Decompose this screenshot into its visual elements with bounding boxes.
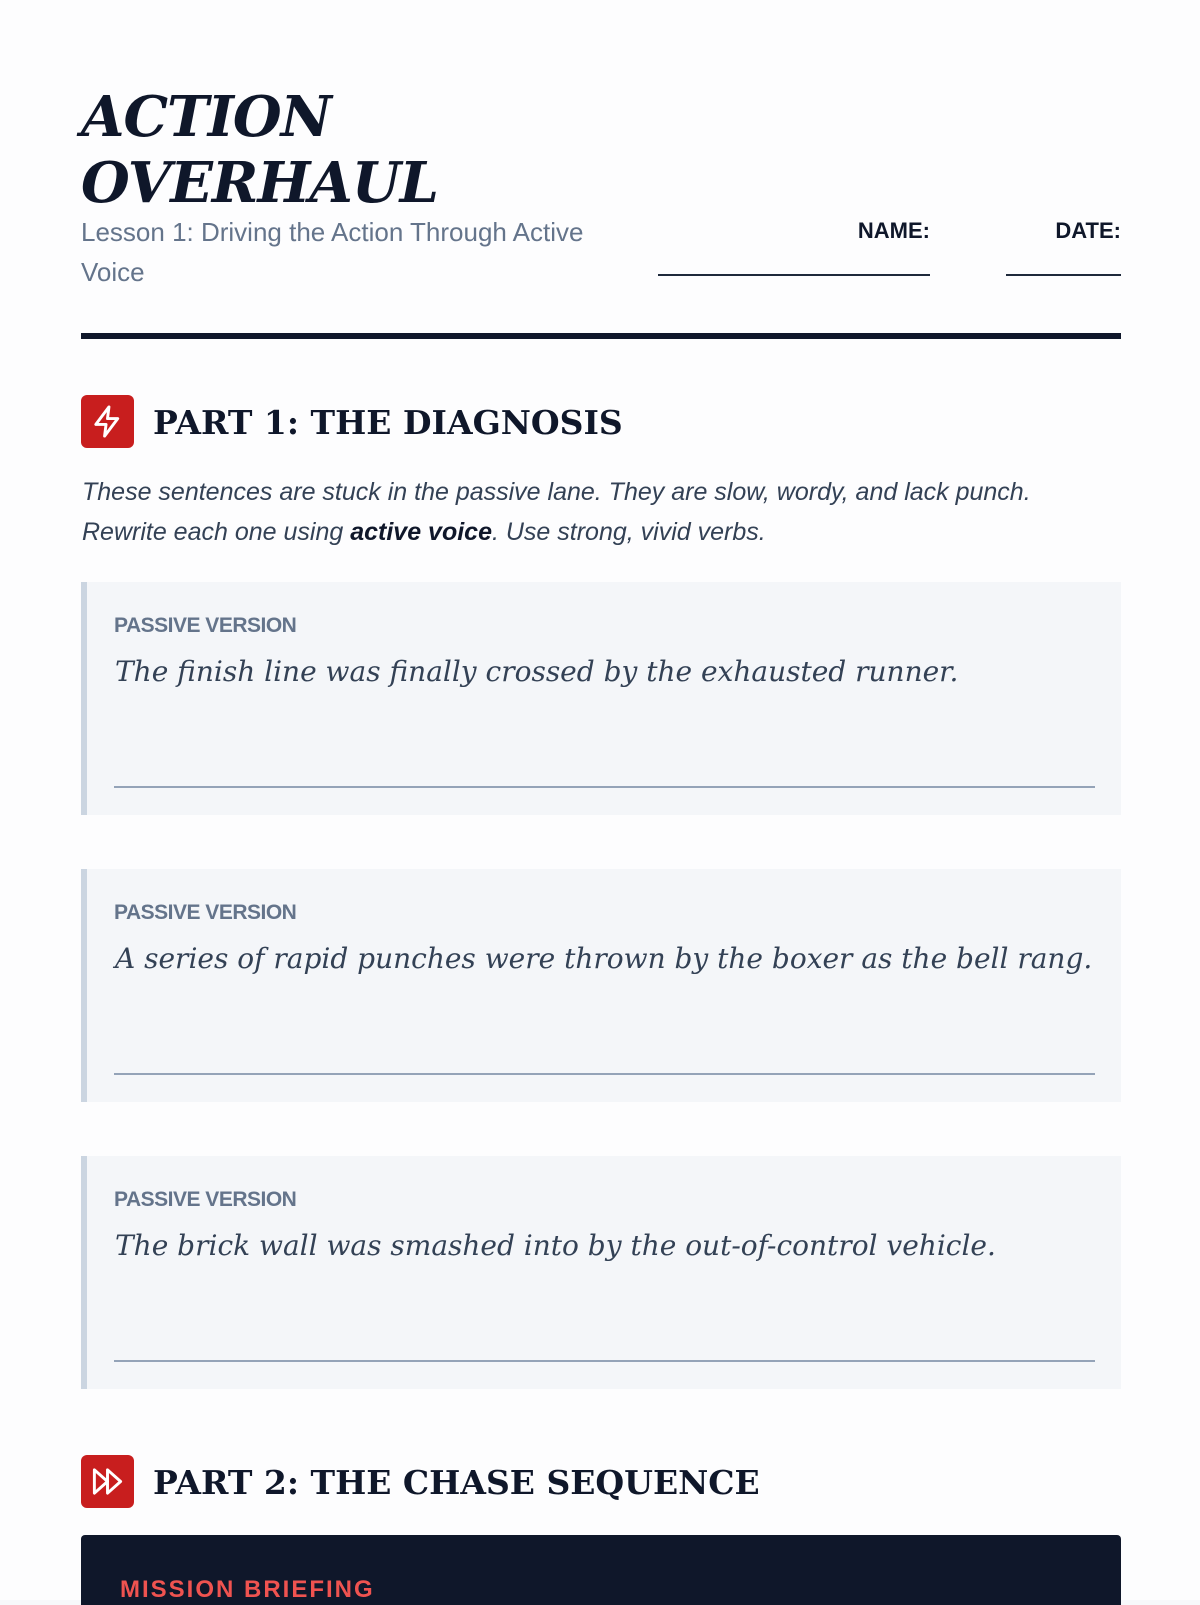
answer-write-line[interactable] [114,1360,1095,1362]
lightning-bolt-icon [81,395,134,448]
part1-instructions [82,472,1122,552]
date-label: DATE: [1055,218,1121,243]
part2-title: PART 2: THE CHASE SEQUENCE [153,1463,760,1502]
passive-item-card [81,1156,1121,1389]
fast-forward-icon [81,1455,134,1508]
passive-version-label: PASSIVE VERSION [114,901,297,924]
part2-heading [81,1455,1121,1509]
answer-write-line[interactable] [114,1073,1095,1075]
name-write-line[interactable] [658,274,930,276]
header-divider [81,333,1121,339]
name-field[interactable] [658,216,930,276]
part1-heading [81,395,1121,449]
instructions-text-start: These sentences are stuck in the passive lane. They are slow, wordy, and lack punch. Rewrite each one using [82,478,1031,546]
passive-version-label: PASSIVE VERSION [114,614,297,637]
passive-item-card [81,582,1121,815]
title-line-2: OVERHAUL [81,150,439,216]
date-field[interactable] [1006,216,1121,276]
passive-sentence: A series of rapid punches were thrown by the boxer as the bell rang. [115,942,1093,975]
worksheet-title [81,84,521,216]
passive-version-label: PASSIVE VERSION [114,1188,297,1211]
answer-write-line[interactable] [114,786,1095,788]
part1-title: PART 1: THE DIAGNOSIS [153,403,623,442]
passive-item-card [81,869,1121,1102]
title-line-1: ACTION [81,84,331,150]
name-label: NAME: [857,218,930,243]
lesson-subtitle: Lesson 1: Driving the Action Through Active Voice [81,217,584,287]
mission-briefing-panel [81,1535,1121,1605]
passive-sentence: The finish line was finally crossed by the exhausted runner. [115,655,959,688]
mission-briefing-label: MISSION BRIEFING [120,1576,375,1603]
instructions-emphasis: active voice [350,518,492,546]
passive-sentence: The brick wall was smashed into by the out-of-control vehicle. [115,1229,996,1262]
date-write-line[interactable] [1006,274,1121,276]
instructions-text-end: . Use strong, vivid verbs. [491,518,766,546]
worksheet-header [81,84,1121,344]
